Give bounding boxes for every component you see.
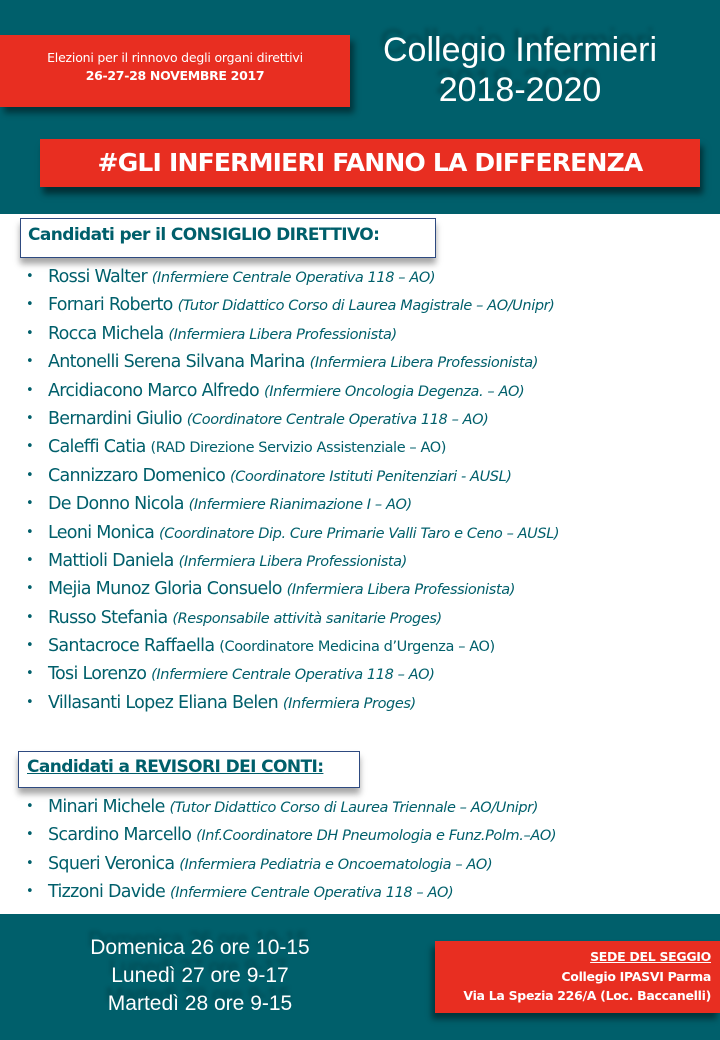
candidate-role: (Inf.Coordinatore DH Pneumologia e Funz.Polm.–AO) [196, 828, 557, 845]
voting-hours [60, 934, 340, 1018]
list-item [0, 689, 559, 717]
list-item [0, 850, 556, 878]
list-item [0, 547, 559, 575]
candidate-role: (Infermiera Libera Professionista) [168, 326, 397, 343]
bullet-icon: • [26, 524, 33, 540]
candidate-name: Bernardini Giulio [48, 408, 187, 429]
list-item [0, 462, 559, 490]
candidate-name: Rocca Michela [48, 323, 169, 344]
bullet-icon: • [26, 609, 33, 625]
candidate-role: (Infermiere Oncologia Degenza. – AO) [263, 383, 525, 400]
bullet-icon: • [26, 581, 33, 597]
list-item [0, 604, 559, 632]
list-item [0, 821, 556, 849]
candidate-role: (Infermiere Centrale Operativa 118 – AO) [151, 667, 435, 684]
consiglio-title-text: Candidati per il CONSIGLIO DIRETTIVO: [28, 225, 380, 245]
consiglio-section-title [20, 218, 436, 258]
bullet-icon: • [26, 382, 33, 398]
list-item [0, 632, 559, 660]
candidate-name: Tizzoni Davide [48, 882, 170, 903]
polling-place-name: Collegio IPASVI Parma [561, 968, 711, 984]
list-item [0, 291, 559, 319]
bullet-icon: • [26, 694, 33, 710]
list-item [0, 377, 559, 405]
list-item [0, 433, 559, 461]
candidate-role: (Coordinatore Centrale Operativa 118 – AO) [186, 411, 489, 428]
revisori-title-text: Candidati a REVISORI DEI CONTI: [27, 757, 324, 777]
candidate-name: Minari Michele [48, 797, 170, 817]
hours-day-1: Domenica 26 ore 10-15 [90, 936, 310, 959]
bullet-icon: • [26, 467, 33, 483]
list-item [0, 793, 556, 821]
consiglio-candidate-list [0, 263, 559, 717]
list-item [0, 263, 559, 291]
revisori-candidate-list [0, 793, 556, 907]
candidate-role: (Infermiera Libera Professionista) [178, 553, 407, 570]
bullet-icon: • [26, 666, 33, 682]
candidate-name: Antonelli Serena Silvana Marina [48, 352, 310, 373]
header-banner [0, 0, 720, 214]
candidate-name: Russo Stefania [48, 607, 173, 628]
bullet-icon: • [26, 827, 33, 843]
page-title [355, 30, 685, 110]
bullet-icon: • [26, 325, 33, 341]
list-item [0, 348, 559, 376]
polling-place-title: SEDE DEL SEGGIO [590, 949, 711, 964]
candidate-role: (Tutor Didattico Corso di Laurea Magistrale – AO/Unipr) [177, 298, 555, 315]
hours-day-2: Lunedì 27 ore 9-17 [111, 964, 289, 987]
candidate-role: (Coordinatore Istituti Penitenziari - AUSL) [230, 468, 512, 485]
candidate-name: Villasanti Lopez Eliana Belen [48, 692, 283, 713]
election-dates-box [0, 35, 350, 107]
candidate-role: (Tutor Didattico Corso di Laurea Triennale – AO/Unipr) [169, 800, 539, 816]
bullet-icon: • [26, 855, 33, 871]
list-item [0, 575, 559, 603]
candidate-role: (Infermiera Proges) [282, 695, 416, 712]
hours-day-3: Martedì 28 ore 9-15 [107, 992, 293, 1015]
bullet-icon: • [26, 439, 33, 455]
title-line-2: 2018-2020 [438, 71, 602, 109]
candidate-name: Cannizzaro Domenico [48, 465, 231, 486]
candidate-role: (Infermiere Rianimazione I – AO) [188, 497, 412, 514]
bullet-icon: • [26, 638, 33, 654]
bullet-icon: • [26, 410, 33, 426]
candidate-role: (Infermiera Libera Professionista) [309, 355, 538, 372]
candidate-name: Rossi Walter [48, 267, 152, 287]
list-item [0, 660, 559, 688]
candidate-role: (Infermiere Centrale Operativa 118 – AO) [169, 885, 454, 902]
candidate-name: Tosi Lorenzo [48, 664, 152, 685]
candidate-role: (Coordinatore Medicina d’Urgenza – AO) [219, 639, 495, 656]
bullet-icon: • [26, 496, 33, 512]
candidate-name: Squeri Veronica [48, 853, 180, 874]
bullet-icon: • [26, 269, 33, 284]
candidate-name: Scardino Marcello [48, 825, 197, 846]
list-item [0, 878, 556, 906]
candidate-role: (Infermiera Pediatria e Oncoematologia – AO) [179, 856, 493, 873]
candidate-name: De Donno Nicola [48, 494, 189, 515]
title-line-1: Collegio Infermieri [383, 31, 657, 69]
list-item [0, 519, 559, 547]
slogan-banner: #GLI INFERMIERI FANNO LA DIFFERENZA [40, 139, 700, 187]
candidate-name: Arcidiacono Marco Alfredo [48, 380, 264, 401]
election-dates: 26-27-28 NOVEMBRE 2017 [85, 68, 265, 83]
polling-place-address: Via La Spezia 226/A (Loc. Baccanelli) [463, 988, 711, 1003]
candidate-role: (Responsabile attività sanitarie Proges) [172, 610, 442, 627]
candidate-role: (Coordinatore Dip. Cure Primarie Valli Taro e Ceno – AUSL) [159, 525, 560, 542]
bullet-icon: • [26, 354, 33, 370]
candidate-name: Fornari Roberto [48, 295, 178, 316]
candidate-name: Mejia Munoz Gloria Consuelo [48, 579, 287, 600]
list-item [0, 405, 559, 433]
bullet-icon: • [26, 799, 33, 814]
candidate-name: Leoni Monica [48, 522, 159, 543]
bullet-icon: • [26, 884, 33, 900]
list-item [0, 320, 559, 348]
footer-banner [0, 914, 720, 1040]
candidate-name: Mattioli Daniela [48, 550, 179, 571]
bullet-icon: • [26, 552, 33, 568]
candidate-name: Santacroce Raffaella [48, 636, 220, 657]
list-item [0, 490, 559, 518]
candidate-role: (Infermiera Libera Professionista) [286, 582, 515, 599]
candidate-role: (Infermiere Centrale Operativa 118 – AO) [151, 270, 436, 286]
bullet-icon: • [26, 297, 33, 313]
polling-place-box [435, 941, 720, 1013]
candidate-role: (RAD Direzione Servizio Assistenziale – AO) [150, 440, 447, 457]
candidate-name: Caleffi Catia [48, 437, 151, 458]
election-subtitle: Elezioni per il rinnovo degli organi direttivi [47, 50, 303, 65]
revisori-section-title [18, 751, 360, 788]
